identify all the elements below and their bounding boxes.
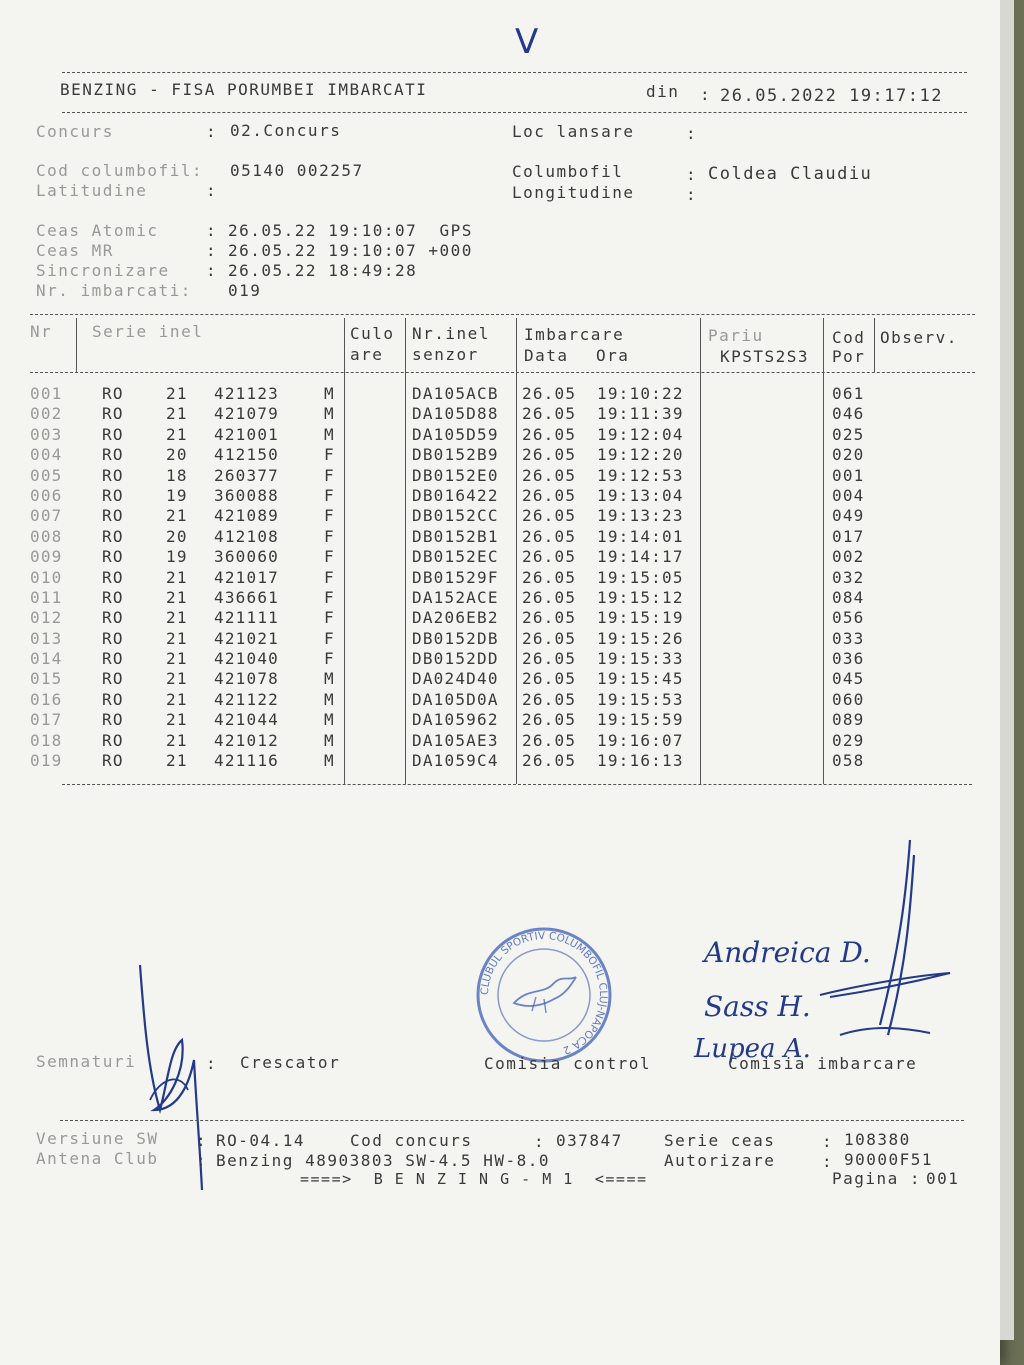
document-title: BENZING - FISA PORUMBEI IMBARCATI [60, 80, 428, 99]
benzing-banner: ====> B E N Z I N G - M 1 <==== [300, 1170, 648, 1188]
row-number: 004 [30, 445, 63, 465]
colon: : [206, 122, 218, 141]
cod-por: 033 [832, 628, 865, 648]
country-code: RO [102, 628, 124, 648]
signature-name-andreica: Andreica D. [704, 936, 871, 969]
ring-year: 21 [166, 404, 188, 424]
col-header-kpsts2s3: KPSTS2S3 [720, 347, 810, 366]
row-number: 005 [30, 465, 63, 485]
boarding-date: 26.05 [522, 506, 577, 526]
table-top-rule [30, 314, 975, 315]
col-header-pariu: Pariu [708, 326, 764, 345]
row-number: 008 [30, 526, 63, 546]
ring-year: 21 [166, 384, 188, 403]
sincronizare-value: 26.05.22 18:49:28 [228, 261, 418, 280]
cod-por: 084 [832, 587, 865, 607]
ring-number: 360088 [214, 485, 279, 505]
sensor-id: DA105962 [412, 710, 499, 730]
ring-year: 21 [166, 628, 188, 648]
country-code: RO [102, 710, 124, 730]
boarding-date: 26.05 [522, 689, 577, 709]
cod-por: 025 [832, 424, 865, 444]
cod-por: 036 [832, 649, 865, 669]
ceas-atomic-value: 26.05.22 19:10:07 GPS [228, 221, 473, 240]
country-code: RO [102, 384, 124, 403]
country-code: RO [102, 730, 124, 750]
boarding-time: 19:15:26 [597, 628, 684, 648]
sex: M [324, 669, 335, 689]
country-code: RO [102, 404, 124, 424]
header-top-rule [62, 72, 967, 73]
country-code: RO [102, 526, 124, 546]
table-row [30, 384, 990, 404]
sensor-id: DB0152EC [412, 547, 499, 567]
boarding-date: 26.05 [522, 628, 577, 648]
row-number: 019 [30, 751, 63, 771]
country-code: RO [102, 465, 124, 485]
ring-number: 421116 [214, 751, 279, 771]
boarding-date: 26.05 [522, 465, 577, 485]
sex: F [324, 649, 335, 669]
signature-name-lupea: Lupea A. [694, 1034, 811, 1064]
crescator-label: Crescator [240, 1053, 341, 1072]
sex: F [324, 465, 335, 485]
boarding-time: 19:12:04 [597, 424, 684, 444]
cod-por: 049 [832, 506, 865, 526]
boarding-date: 26.05 [522, 710, 577, 730]
country-code: RO [102, 587, 124, 607]
boarding-time: 19:15:33 [597, 649, 684, 669]
boarding-time: 19:15:19 [597, 608, 684, 628]
table-row [30, 649, 990, 669]
cod-por: 056 [832, 608, 865, 628]
col-header-cod: Cod [832, 328, 866, 347]
ring-number: 260377 [214, 465, 279, 485]
table-row [30, 568, 990, 588]
colon: : [196, 1151, 208, 1170]
table-row [30, 669, 990, 689]
boarding-date: 26.05 [522, 485, 577, 505]
sex: F [324, 567, 335, 587]
row-number: 007 [30, 506, 63, 526]
country-code: RO [102, 669, 124, 689]
boarding-date: 26.05 [522, 587, 577, 607]
boarding-date: 26.05 [522, 424, 577, 444]
colon: : [686, 124, 698, 143]
antena-club-label: Antena Club [36, 1149, 159, 1168]
cod-por: 045 [832, 669, 865, 689]
columbofil-value: Coldea Claudiu [708, 164, 873, 184]
sex: M [324, 424, 335, 444]
ring-year: 21 [166, 587, 188, 607]
sensor-id: DA206EB2 [412, 608, 499, 628]
country-code: RO [102, 608, 124, 628]
sensor-id: DB0152B9 [412, 445, 499, 465]
ring-number: 436661 [214, 587, 279, 607]
serie-ceas-label: Serie ceas [664, 1131, 776, 1150]
columbofil-label: Columbofil [512, 162, 624, 181]
boarding-date: 26.05 [522, 547, 577, 567]
sensor-id: DA105D59 [412, 424, 499, 444]
sensor-id: DA105D88 [412, 404, 499, 424]
cod-concurs-label: Cod concurs [350, 1131, 473, 1150]
row-number: 015 [30, 669, 63, 689]
sex: F [324, 526, 335, 546]
boarding-time: 19:15:53 [597, 689, 684, 709]
table-row [30, 547, 990, 567]
row-number: 010 [30, 567, 63, 587]
table-row [30, 404, 990, 424]
loc-lansare-label: Loc lansare [512, 122, 635, 141]
sensor-id: DA1059C4 [412, 751, 499, 771]
nr-imbarcati-label: Nr. imbarcati: [36, 281, 192, 300]
col-header-data: Data [524, 346, 569, 365]
sincronizare-label: Sincronizare [36, 261, 170, 280]
boarding-date: 26.05 [522, 404, 577, 424]
ceas-mr-value: 26.05.22 19:10:07 +000 [228, 241, 473, 260]
country-code: RO [102, 485, 124, 505]
table-row [30, 588, 990, 608]
cod-por: 046 [832, 404, 865, 424]
country-code: RO [102, 424, 124, 444]
row-number: 017 [30, 710, 63, 730]
row-number: 012 [30, 608, 63, 628]
ring-number: 421017 [214, 567, 279, 587]
boarding-time: 19:12:53 [597, 465, 684, 485]
colon: : [206, 221, 218, 240]
ring-year: 21 [166, 710, 188, 730]
boarding-time: 19:14:01 [597, 526, 684, 546]
row-number: 003 [30, 424, 63, 444]
header-datetime: 26.05.2022 19:17:12 [720, 86, 943, 106]
row-number: 018 [30, 730, 63, 750]
antena-club-value: Benzing 48903803 SW-4.5 HW-8.0 [216, 1151, 550, 1170]
sex: F [324, 485, 335, 505]
colon: : [822, 1132, 834, 1151]
column-divider [874, 318, 875, 372]
sex: M [324, 404, 335, 424]
country-code: RO [102, 689, 124, 709]
sensor-id: DA105AE3 [412, 730, 499, 750]
table-row [30, 425, 990, 445]
boarding-date: 26.05 [522, 730, 577, 750]
row-number: 006 [30, 485, 63, 505]
sensor-id: DA152ACE [412, 587, 499, 607]
cod-por: 060 [832, 689, 865, 709]
boarding-date: 26.05 [522, 445, 577, 465]
boarding-date: 26.05 [522, 567, 577, 587]
sex: M [324, 730, 335, 750]
boarding-date: 26.05 [522, 608, 577, 628]
ring-year: 21 [166, 669, 188, 689]
ring-year: 21 [166, 567, 188, 587]
colon: : [206, 181, 218, 200]
row-number: 001 [30, 384, 63, 403]
boarding-time: 19:12:20 [597, 445, 684, 465]
sensor-id: DB0152B1 [412, 526, 499, 546]
col-header-culoare-1: Culo [350, 324, 395, 343]
table-row [30, 751, 990, 771]
boarding-date: 26.05 [522, 751, 577, 771]
table-row [30, 445, 990, 465]
ring-year: 20 [166, 526, 188, 546]
sensor-id: DB016422 [412, 485, 499, 505]
pagina-label: Pagina : [832, 1169, 922, 1188]
ring-number: 421044 [214, 710, 279, 730]
paper-stack-edge [1000, 0, 1014, 1340]
boarding-time: 19:14:17 [597, 547, 684, 567]
ring-number: 421079 [214, 404, 279, 424]
cod-por: 017 [832, 526, 865, 546]
colon: : [196, 1131, 208, 1150]
boarding-date: 26.05 [522, 384, 577, 403]
table-row [30, 486, 990, 506]
ring-number: 421040 [214, 649, 279, 669]
ring-number: 421111 [214, 608, 279, 628]
cod-por: 029 [832, 730, 865, 750]
boarding-date: 26.05 [522, 669, 577, 689]
col-header-nr: Nr [30, 322, 53, 341]
colon: : [700, 85, 712, 104]
sensor-id: DB0152E0 [412, 465, 499, 485]
sex: F [324, 628, 335, 648]
cod-por: 001 [832, 465, 865, 485]
table-row [30, 608, 990, 628]
ring-number: 421123 [214, 384, 279, 403]
ring-year: 21 [166, 424, 188, 444]
boarding-time: 19:13:23 [597, 506, 684, 526]
ring-number: 421089 [214, 506, 279, 526]
col-header-imbarcare: Imbarcare [524, 325, 625, 344]
sensor-id: DA105ACB [412, 384, 499, 403]
ring-year: 19 [166, 485, 188, 505]
cod-por: 004 [832, 485, 865, 505]
ring-year: 21 [166, 689, 188, 709]
nr-imbarcati-value: 019 [228, 281, 262, 300]
table-row [30, 731, 990, 751]
pigeon-table-body [30, 384, 990, 771]
col-header-serie-inel: Serie inel [92, 322, 204, 341]
ring-number: 421021 [214, 628, 279, 648]
colon: : [534, 1132, 546, 1151]
boarding-time: 19:11:39 [597, 404, 684, 424]
pagina-value: 001 [926, 1169, 960, 1188]
sex: M [324, 710, 335, 730]
sensor-id: DB0152DB [412, 628, 499, 648]
col-header-por: Por [832, 347, 866, 366]
table-bottom-rule [62, 784, 972, 785]
ring-number: 421078 [214, 669, 279, 689]
serie-ceas-value: 108380 [844, 1130, 911, 1149]
sex: F [324, 506, 335, 526]
sensor-id: DB0152DD [412, 649, 499, 669]
row-number: 016 [30, 689, 63, 709]
ring-year: 21 [166, 506, 188, 526]
sex: M [324, 384, 335, 403]
boarding-time: 19:16:07 [597, 730, 684, 750]
col-header-culoare-2: are [350, 345, 384, 364]
boarding-date: 26.05 [522, 526, 577, 546]
cod-concurs-value: 037847 [556, 1131, 623, 1150]
row-number: 011 [30, 587, 63, 607]
cod-columbofil-value: 05140 002257 [230, 161, 364, 180]
boarding-time: 19:16:13 [597, 751, 684, 771]
ring-number: 412108 [214, 526, 279, 546]
handwritten-check-mark: V [515, 22, 539, 62]
cod-por: 032 [832, 567, 865, 587]
table-row [30, 629, 990, 649]
colon: : [206, 241, 218, 260]
ring-number: 360060 [214, 547, 279, 567]
row-number: 002 [30, 404, 63, 424]
semnaturi-label: Semnaturi [36, 1052, 137, 1071]
country-code: RO [102, 445, 124, 465]
table-row [30, 466, 990, 486]
longitudine-label: Longitudine [512, 183, 635, 202]
table-row [30, 710, 990, 730]
cod-columbofil-label: Cod columbofil: [36, 161, 203, 180]
colon: : [206, 1054, 218, 1073]
row-number: 014 [30, 649, 63, 669]
ring-year: 19 [166, 547, 188, 567]
ring-year: 21 [166, 649, 188, 669]
country-code: RO [102, 751, 124, 771]
boarding-time: 19:13:04 [597, 485, 684, 505]
cod-por: 020 [832, 445, 865, 465]
row-number: 013 [30, 628, 63, 648]
boarding-date: 26.05 [522, 649, 577, 669]
versiune-sw-label: Versiune SW [36, 1129, 159, 1148]
ring-year: 20 [166, 445, 188, 465]
comisia-control-label: Comisia control [484, 1054, 651, 1073]
sex: F [324, 608, 335, 628]
sex: F [324, 445, 335, 465]
colon: : [686, 185, 698, 204]
country-code: RO [102, 506, 124, 526]
ring-year: 21 [166, 751, 188, 771]
col-header-nr-inel: Nr.inel [412, 324, 490, 343]
colon: : [686, 165, 698, 184]
sex: M [324, 751, 335, 771]
row-number: 009 [30, 547, 63, 567]
col-header-senzor: senzor [412, 345, 479, 364]
autorizare-value: 90000F51 [844, 1150, 934, 1169]
ceas-atomic-label: Ceas Atomic [36, 221, 159, 240]
ring-number: 412150 [214, 445, 279, 465]
table-row [30, 527, 990, 547]
country-code: RO [102, 649, 124, 669]
commission-signatures [810, 835, 970, 1055]
latitudine-label: Latitudine [36, 181, 148, 200]
cod-por: 002 [832, 547, 865, 567]
table-row [30, 690, 990, 710]
signature-name-sass: Sass H. [704, 990, 811, 1023]
club-stamp [474, 925, 614, 1065]
autorizare-label: Autorizare [664, 1151, 776, 1170]
boarding-time: 19:15:05 [597, 567, 684, 587]
footer-top-rule [60, 1120, 964, 1121]
ring-year: 21 [166, 608, 188, 628]
boarding-time: 19:15:59 [597, 710, 684, 730]
sensor-id: DB01529F [412, 567, 499, 587]
comisia-imbarcare-label: Comisia imbarcare [728, 1054, 918, 1073]
col-header-ora: Ora [596, 346, 630, 365]
concurs-value: 02.Concurs [230, 121, 342, 140]
ring-number: 421122 [214, 689, 279, 709]
header-bottom-rule [62, 112, 967, 113]
versiune-sw-value: RO-04.14 [216, 1131, 306, 1150]
cod-por: 058 [832, 751, 865, 771]
ring-number: 421001 [214, 424, 279, 444]
ring-year: 18 [166, 465, 188, 485]
sensor-id: DA105D0A [412, 689, 499, 709]
sex: M [324, 689, 335, 709]
table-row [30, 506, 990, 526]
ring-number: 421012 [214, 730, 279, 750]
colon: : [822, 1152, 834, 1171]
cod-por: 089 [832, 710, 865, 730]
sensor-id: DB0152CC [412, 506, 499, 526]
ceas-mr-label: Ceas MR [36, 241, 114, 260]
table-header-rule [30, 372, 975, 373]
boarding-time: 19:10:22 [597, 384, 684, 403]
cod-por: 061 [832, 384, 865, 403]
boarding-time: 19:15:45 [597, 669, 684, 689]
din-label: din [646, 82, 680, 101]
ring-year: 21 [166, 730, 188, 750]
sex: F [324, 547, 335, 567]
concurs-label: Concurs [36, 122, 114, 141]
colon: : [206, 261, 218, 280]
boarding-time: 19:15:12 [597, 587, 684, 607]
sex: F [324, 587, 335, 607]
col-header-observ: Observ. [880, 328, 958, 347]
country-code: RO [102, 547, 124, 567]
country-code: RO [102, 567, 124, 587]
column-divider [76, 318, 77, 372]
sensor-id: DA024D40 [412, 669, 499, 689]
stamp-text: CLUBUL SPORTIV COLUMBOFIL CLUJ-NAPOCA 2 [478, 929, 610, 1057]
